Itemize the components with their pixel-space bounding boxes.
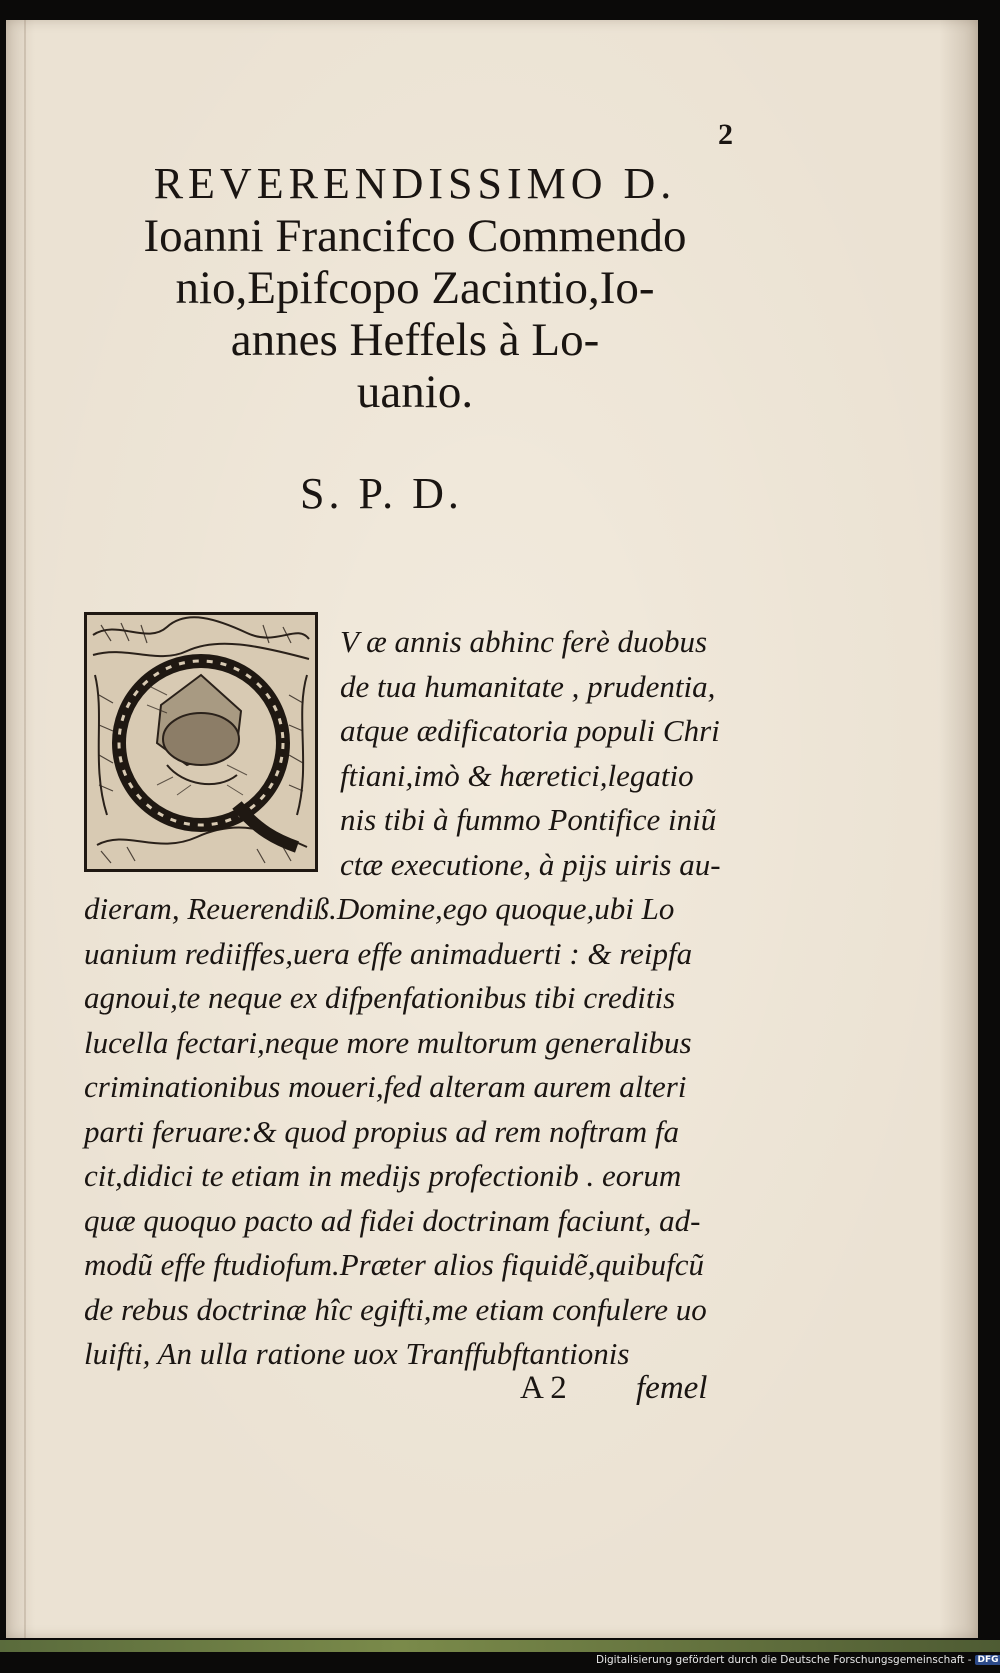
text-line: parti feruare:& quod propius ad rem noftram fa	[84, 1114, 680, 1149]
text-line: modũ effe ftudiofum.Præter alios fiquidẽ,quibufcũ	[84, 1247, 704, 1282]
credit-text: Digitalisierung gefördert durch die Deutsche Forschungsgemeinschaft -	[596, 1654, 972, 1666]
woodcut-illustration	[87, 615, 315, 869]
text-line: quæ quoquo pacto ad fidei doctrinam faciunt, ad-	[84, 1203, 701, 1238]
heading-line-1: REVERENDISSIMO D.	[153, 159, 677, 208]
heading-line-5: uanio.	[356, 366, 474, 418]
text-line: de rebus doctrinæ hîc egifti,me etiam confulere uo	[84, 1292, 707, 1327]
woodcut-initial-q	[84, 612, 318, 872]
text-line: nis tibi à fummo Pontifice iniũ	[340, 802, 717, 837]
text-line: dieram, Reuerendiß.Domine,ego quoque,ubi Lo	[84, 891, 675, 926]
salutation: S. P. D.	[300, 469, 463, 518]
text-line: uanium rediiffes,uera effe animaduerti : & reipfa	[84, 936, 693, 971]
signature-mark: A 2	[520, 1370, 567, 1406]
dedication-heading	[70, 158, 760, 418]
text-line: lucella fectari,neque more multorum generalibus	[84, 1025, 692, 1060]
text-line: ftiani,imò & hæretici,legatio	[340, 758, 694, 793]
folio-number: 2	[718, 118, 733, 151]
heading-line-3: nio,Epifcopo Zacintio,Io-	[175, 262, 655, 314]
catchword: femel	[636, 1370, 708, 1406]
text-line: V æ annis abhinc ferè duobus	[340, 624, 708, 659]
text-line: atque ædificatoria populi Chri	[340, 713, 720, 748]
heading-line-4: annes Heffels à Lo-	[230, 314, 600, 366]
text-line: de tua humanitate , prudentia,	[340, 669, 716, 704]
digitization-credit	[596, 1654, 999, 1666]
text-line: agnoui,te neque ex difpenfationibus tibi creditis	[84, 980, 676, 1015]
text-line: ctæ executione, à pijs uiris au-	[340, 847, 721, 882]
scan-edge-strip	[0, 1640, 1000, 1652]
text-line: luifti, An ulla ratione uox Tranffubftantionis	[84, 1336, 630, 1371]
page-gutter	[24, 20, 26, 1638]
dfg-logo: DFG	[975, 1655, 1000, 1665]
text-line: criminationibus moueri,fed alteram aurem alteri	[84, 1069, 687, 1104]
text-line: cit,didici te etiam in medijs profectionib . eorum	[84, 1158, 682, 1193]
heading-line-2: Ioanni Francifco Commendo	[143, 210, 687, 262]
